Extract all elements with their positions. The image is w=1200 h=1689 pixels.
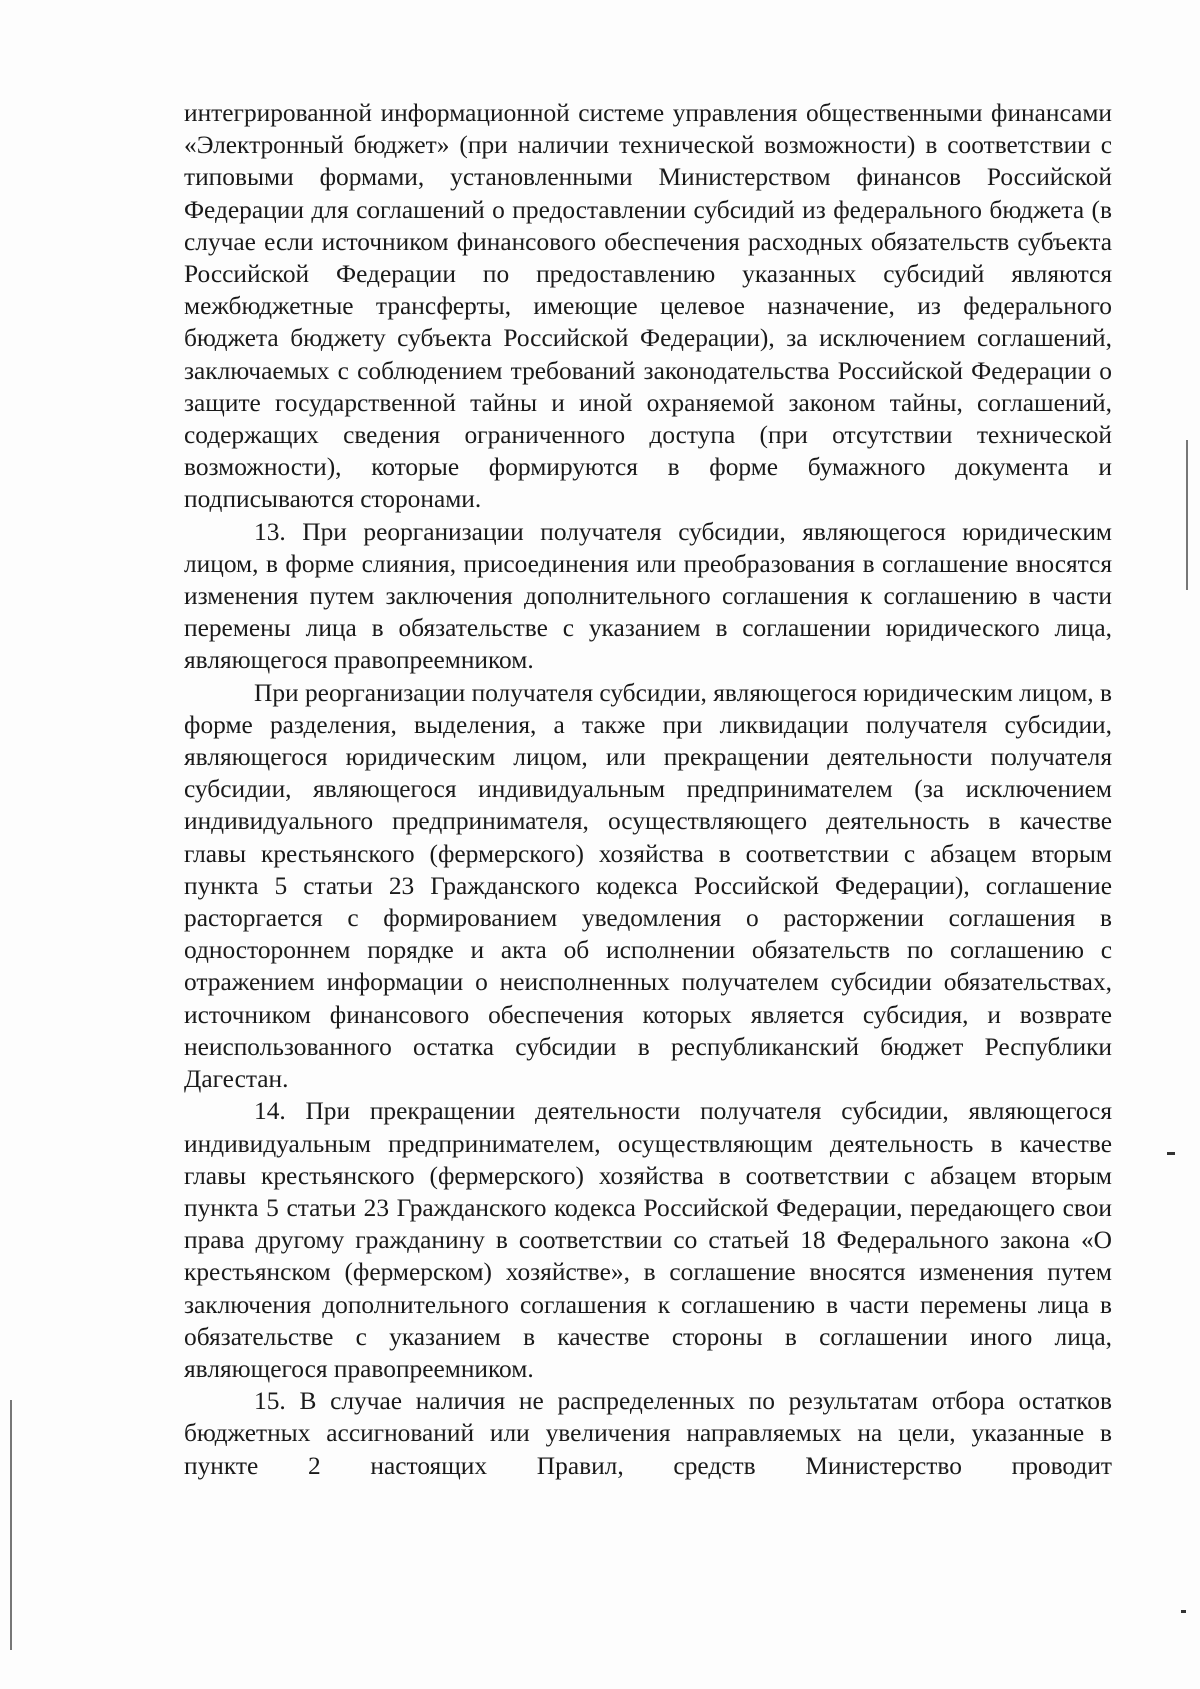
paragraph-13-second: При реорганизации получателя субсидии, являющегося юридическим лицом, в форме разделения, выделения, а также при ликвидации получателя субсидии, являющегося юридическим лицом, или прекращении деятельности получателя субсидии, являющегося индивидуальным предпринимателем (за исключением индивидуального предпринимателя, осуществляющего деятельность в качестве главы крестьянского (фермерского) хозяйства в соответствии с абзацем вторым пункта 5 статьи 23 Гражданского кодекса Российской Федерации), соглашение расторгается с формированием уведомления о расторжении соглашения в одностороннем порядке и акта об исполнении обязательств по соглашению с отражением информации о неисполненных получателем субсидии обязательствах, источником финансового обеспечения которых является субсидия, и возврате неиспользованного остатка субсидии в республиканский бюджет Республики Дагестан. — [184, 678, 1112, 1094]
paragraph-13: 13. При реорганизации получателя субсидии, являющегося юридическим лицом, в форме слияния, присоединения или преобразования в соглашение вносятся изменения путем заключения дополнительного соглашения к соглашению в части перемены лица в обязательстве с указанием в соглашении юридического лица, являющегося правопреемником. — [184, 517, 1112, 675]
scan-dot-bottom-right — [1181, 1610, 1186, 1613]
paragraph-15: 15. В случае наличия не распределенных по результатам отбора остатков бюджетных ассигнований или увеличения направляемых на цели, указанные в пункте 2 настоящих Правил, средств Министерство проводит — [184, 1387, 1112, 1480]
scan-dot-right — [1167, 1152, 1175, 1155]
paragraph-14: 14. При прекращении деятельности получателя субсидии, являющегося индивидуальным предпринимателем, осуществляющим деятельность в качестве главы крестьянского (фермерского) хозяйства в соответствии с абзацем вторым пункта 5 статьи 23 Гражданского кодекса Российской Федерации, передающего свои права другому гражданину в соответствии со статьей 18 Федерального закона «О крестьянском (фермерском) хозяйстве», в соглашение вносятся изменения путем заключения дополнительного соглашения к соглашению в части перемены лица в обязательстве с указанием в качестве стороны в соглашении иного лица, являющегося правопреемником. — [184, 1097, 1112, 1383]
paragraph-continuation: интегрированной информационной системе управления общественными финансами «Электронный бюджет» (при наличии технической возможности) в соответствии с типовыми формами, установленными Министерством финансов Российской Федерации для соглашений о предоставлении субсидий из федерального бюджета (в случае если источником финансового обеспечения расходных обязательств субъекта Российской Федерации по предоставлению указанных субсидий являются межбюджетные трансферты, имеющие целевое назначение, из федерального бюджета бюджету субъекта Российской Федерации), за исключением соглашений, заключаемых с соблюдением требований законодательства Российской Федерации о защите государственной тайны и иной охраняемой законом тайны, соглашений, содержащих сведения ограниченного доступа (при отсутствии технической возможности), которые формируются в форме бумажного документа и подписываются сторонами. — [184, 99, 1112, 514]
scan-edge-mark-right — [1186, 440, 1188, 590]
scan-edge-mark-left — [10, 1400, 12, 1650]
document-body — [184, 97, 1112, 1482]
